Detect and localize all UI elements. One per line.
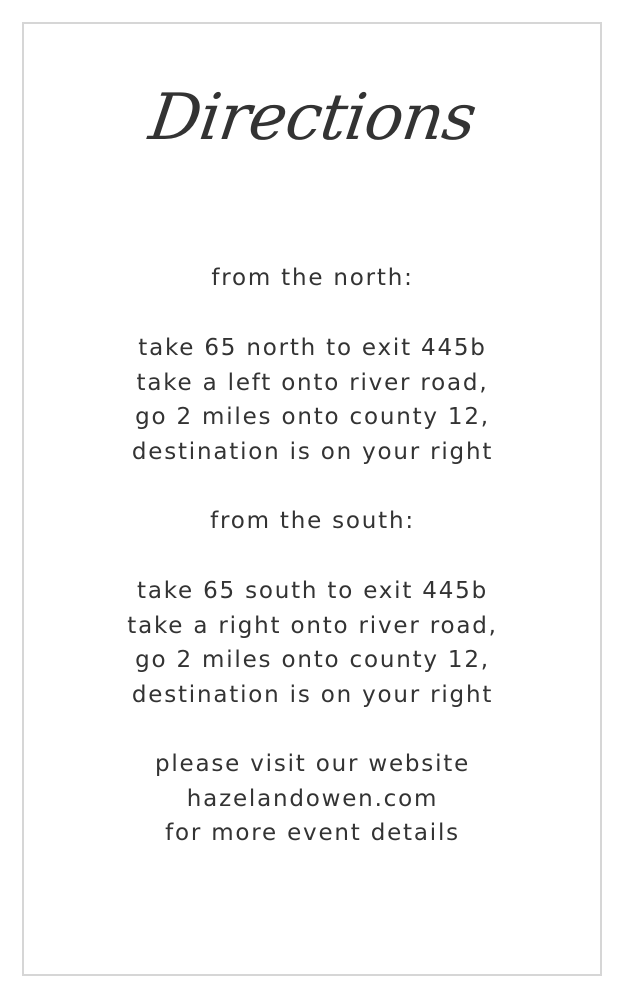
card-title: Directions	[144, 81, 481, 155]
website-url: hazelandowen.com	[186, 785, 439, 812]
website-note	[0, 747, 625, 851]
north-line-3: go 2 miles onto county 12,	[135, 404, 490, 431]
north-line-4: destination is on your right	[131, 439, 494, 466]
north-line-1: take 65 north to exit 445b	[138, 335, 487, 361]
north-heading-block	[0, 261, 625, 296]
south-line-4: destination is on your right	[131, 682, 494, 709]
north-line-2: take a left onto river road,	[136, 369, 489, 396]
north-directions	[0, 331, 625, 470]
south-line-1: take 65 south to exit 445b	[137, 578, 488, 604]
south-line-2: take a right onto river road,	[127, 612, 498, 639]
south-directions	[0, 574, 625, 713]
south-heading-block	[0, 504, 625, 539]
footer-line-3: for more event details	[165, 820, 460, 847]
north-heading: from the north:	[211, 265, 414, 291]
south-heading: from the south:	[210, 508, 415, 534]
footer-line-1: please visit our website	[154, 751, 471, 777]
south-line-3: go 2 miles onto county 12,	[135, 647, 490, 674]
